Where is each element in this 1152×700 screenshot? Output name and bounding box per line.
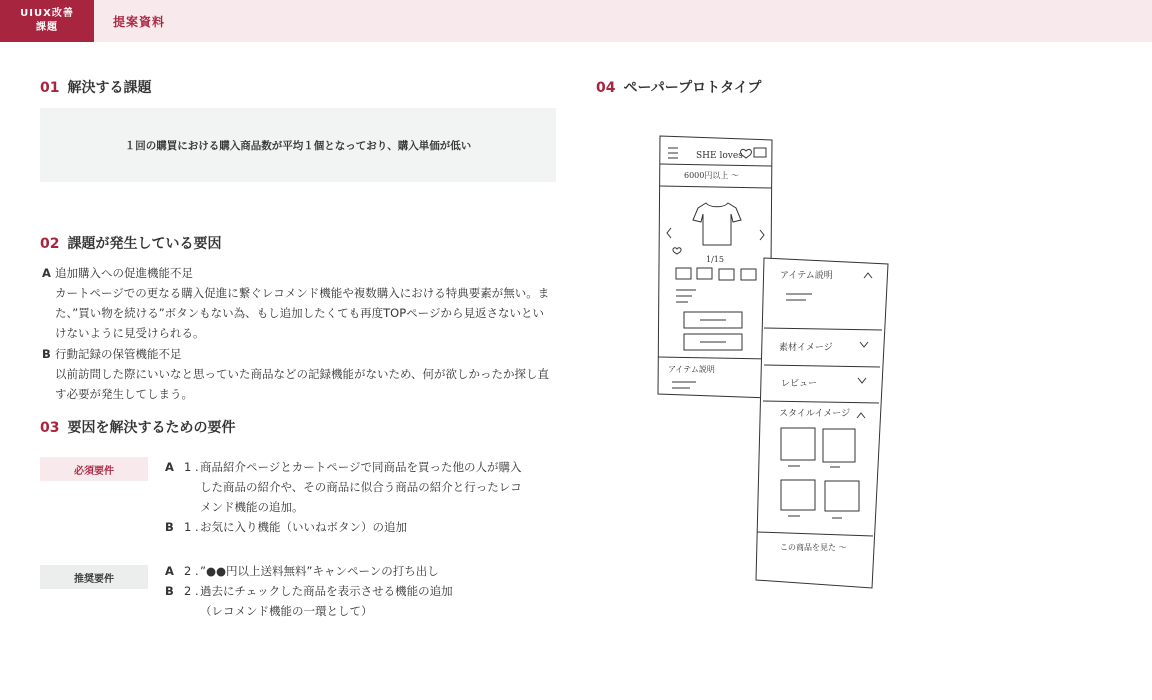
- requirement-number: 2 .: [184, 584, 199, 598]
- requirement-item: [165, 457, 545, 477]
- requirement-letter: B: [165, 520, 174, 534]
- requirement-number: 1 .: [184, 520, 199, 534]
- cause-a-body: カートページでの更なる購入促進に繋ぐレコメンド機能や複数購入における特典要素が無い。また、”買い物を続ける”ボタンもない為、もし追加したくても再度TOPページから見返さないといけないように見受けられる。: [55, 286, 550, 340]
- requirement-continuation: メンド機能の追加。: [200, 500, 304, 514]
- sketch-panel-frame: [756, 258, 888, 588]
- sketch-desc-2: アイテム説明: [780, 271, 833, 281]
- requirement-number: 1 .: [184, 460, 199, 474]
- requirement-text: 過去にチェックした商品を表示させる機能の追加: [200, 584, 453, 598]
- thumbnails: [676, 268, 756, 280]
- header-badge: [0, 0, 94, 42]
- section-4-title: [596, 77, 761, 97]
- section-2-title: [40, 233, 221, 253]
- section-2-label: 課題が発生している要因: [67, 236, 222, 252]
- sketch-tab: 6000円以上 〜: [684, 171, 739, 180]
- cause-a-marker: A: [42, 266, 51, 280]
- requirement-item: [165, 581, 545, 601]
- must-requirements-tag: 必須要件: [40, 457, 148, 481]
- section-4-label: ペーパープロトタイプ: [623, 80, 762, 96]
- must-requirements-list: [165, 457, 545, 537]
- tshirt-icon: [693, 203, 741, 245]
- requirement-text: お気に入り機能（いいねボタン）の追加: [200, 520, 407, 534]
- chevron-left-icon: [667, 228, 671, 238]
- cause-b-heading: 行動記録の保管機能不足: [55, 347, 182, 361]
- requirement-item: [165, 561, 545, 581]
- chevron-right-icon: [760, 230, 764, 240]
- sketch-pager: 1/15: [706, 255, 724, 264]
- cause-b-marker: B: [42, 347, 51, 361]
- problem-text: １回の購買における購入商品数が平均１個となっており、購入単価が低い: [124, 139, 472, 152]
- section-1-number: 01: [40, 80, 60, 96]
- requirement-letter: B: [165, 584, 174, 598]
- section-3-title: [40, 417, 235, 437]
- section-2-number: 02: [40, 236, 60, 252]
- problem-box: [40, 108, 556, 182]
- heart-icon: [673, 248, 681, 254]
- sketch-style: スタイルイメージ: [779, 409, 851, 419]
- requirement-text: ”●●円以上送料無料”キャンペーンの打ち出し: [200, 564, 439, 578]
- cause-b-body: 以前訪問した際にいいなと思っていた商品などの記録機能がないため、何が欲しかったか探し直す必要が発生してしまう。: [55, 367, 550, 401]
- sketch-desc-1: アイテム説明: [668, 365, 715, 374]
- requirement-continuation: （レコメンド機能の一環として）: [200, 604, 373, 618]
- sketch-viewed: この商品を見た 〜: [780, 543, 847, 552]
- cause-a-heading: 追加購入への促進機能不足: [55, 266, 193, 280]
- badge-line2: 課題: [36, 22, 58, 33]
- section-4-number: 04: [596, 80, 616, 96]
- badge-line1: UIUX改善: [20, 8, 74, 19]
- section-3-number: 03: [40, 420, 60, 436]
- header-bar: [0, 0, 1152, 42]
- section-1-label: 解決する課題: [67, 80, 152, 96]
- requirement-number: 2 .: [184, 564, 199, 578]
- sketch-brand: SHE loves: [696, 151, 743, 161]
- paper-prototype-sketch: [640, 120, 910, 600]
- requirement-text: 商品紹介ページとカートページで同商品を買った他の人が購入: [200, 460, 522, 474]
- cart-icon: [754, 148, 766, 157]
- section-3-label: 要因を解決するための要件: [67, 420, 236, 436]
- hamburger-icon: [668, 148, 678, 158]
- requirement-letter: A: [165, 460, 174, 474]
- requirement-letter: A: [165, 564, 174, 578]
- section-1-title: [40, 77, 151, 97]
- requirement-item: [165, 517, 545, 537]
- requirement-continuation: した商品の紹介や、その商品に似合う商品の紹介と行ったレコ: [200, 480, 522, 494]
- cause-a: [40, 263, 550, 343]
- sketch-material: 素材イメージ: [779, 343, 833, 353]
- sketch-review: レビュー: [781, 379, 818, 389]
- recommended-requirements-list: [165, 561, 545, 621]
- cause-b: [40, 344, 550, 404]
- header-title: 提案資料: [113, 15, 166, 29]
- recommended-requirements-tag: 推奨要件: [40, 565, 148, 589]
